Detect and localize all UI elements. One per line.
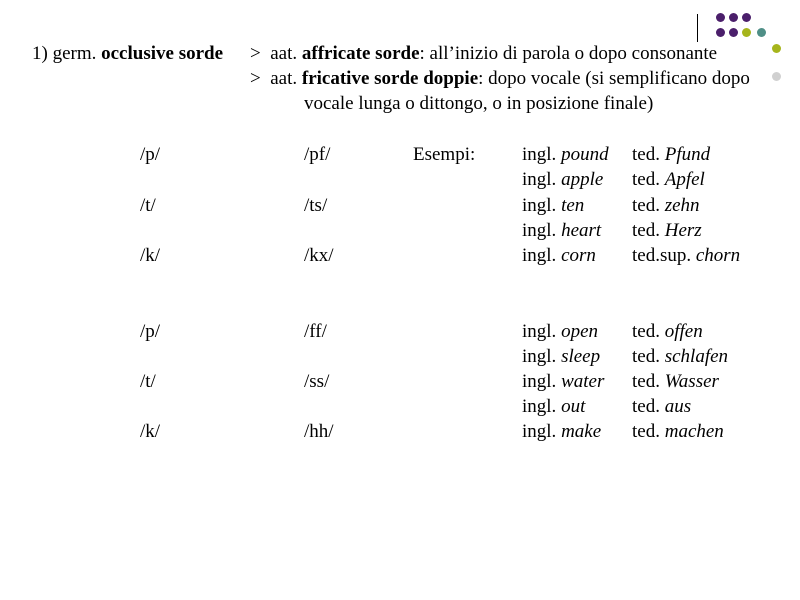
eng-word: sleep (561, 346, 601, 367)
eng-word: out (561, 396, 586, 417)
to-phoneme: /hh/ (304, 421, 334, 442)
from-phoneme: /t/ (140, 195, 156, 216)
header-line-1-right (250, 43, 717, 65)
eng-prefix: ingl. (522, 421, 557, 442)
ger-word: offen (664, 321, 703, 342)
german-example (632, 346, 728, 368)
eng-word: pound (561, 144, 609, 165)
german-example (632, 371, 719, 393)
eng-prefix: ingl. (522, 245, 557, 266)
eng-prefix: ingl. (522, 371, 557, 392)
aat-label: aat. (270, 68, 298, 89)
eng-word: heart (561, 220, 602, 241)
eng-prefix: ingl. (522, 396, 557, 417)
decorative-dot (729, 28, 738, 37)
decorative-dot (772, 44, 781, 53)
ger-prefix: ted. (632, 195, 660, 216)
from-phoneme: /k/ (140, 245, 161, 266)
header-bold: occlusive sorde (101, 43, 224, 64)
eng-word: make (561, 421, 602, 442)
header-num: 1) germ. (32, 43, 97, 64)
to-phoneme: /ff/ (304, 321, 327, 342)
english-example (522, 245, 596, 267)
german-example (632, 396, 691, 418)
german-example (632, 195, 700, 217)
ger-prefix: ted. (632, 321, 660, 342)
eng-prefix: ingl. (522, 321, 557, 342)
ger-prefix: ted. (632, 421, 660, 442)
ger-word: Herz (664, 220, 702, 241)
ger-word: schlafen (664, 346, 729, 367)
english-example (522, 371, 604, 393)
to-phoneme: /kx/ (304, 245, 334, 266)
decorative-dot (772, 72, 781, 81)
ger-prefix: ted.sup. (632, 245, 692, 266)
eng-word: open (561, 321, 598, 342)
from-phoneme: /p/ (140, 321, 161, 342)
german-example (632, 144, 710, 166)
esempi-label: Esempi: (413, 144, 476, 165)
decorative-dot (742, 13, 751, 22)
from-phoneme: /k/ (140, 421, 161, 442)
ger-word: aus (664, 396, 692, 417)
decorative-dot (729, 13, 738, 22)
fricative-bold: fricative sorde doppie (301, 68, 479, 89)
english-example (522, 321, 598, 343)
affricate-bold: affricate sorde (301, 43, 420, 64)
decorative-dot (716, 13, 725, 22)
eng-prefix: ingl. (522, 220, 557, 241)
eng-prefix: ingl. (522, 346, 557, 367)
eng-word: corn (561, 245, 596, 266)
decorative-dot (716, 28, 725, 37)
ger-prefix: ted. (632, 169, 660, 190)
from-phoneme: /p/ (140, 144, 161, 165)
german-example (632, 245, 740, 267)
decorative-divider-line (697, 14, 698, 42)
eng-word: water (561, 371, 605, 392)
german-example (632, 169, 705, 191)
english-example (522, 144, 609, 166)
eng-word: apple (561, 169, 604, 190)
english-example (522, 346, 600, 368)
aat-label: aat. (270, 43, 298, 64)
from-phoneme: /t/ (140, 371, 156, 392)
decorative-dot (742, 28, 751, 37)
ger-prefix: ted. (632, 220, 660, 241)
decorative-dot (757, 28, 766, 37)
header-line-2 (250, 68, 750, 90)
german-example (632, 421, 724, 443)
header-line-1-rest: : all’inizio di parola o dopo consonante (419, 43, 718, 64)
ger-word: Apfel (664, 169, 705, 190)
german-example (632, 220, 702, 242)
english-example (522, 195, 584, 217)
german-example (632, 321, 703, 343)
eng-prefix: ingl. (522, 195, 557, 216)
ger-prefix: ted. (632, 396, 660, 417)
to-phoneme: /ss/ (304, 371, 330, 392)
to-phoneme: /ts/ (304, 195, 328, 216)
ger-prefix: ted. (632, 346, 660, 367)
english-example (522, 169, 603, 191)
arrow: > (250, 68, 261, 89)
ger-word: Wasser (664, 371, 719, 392)
english-example (522, 421, 601, 443)
ger-prefix: ted. (632, 144, 660, 165)
ger-word: zehn (664, 195, 700, 216)
ger-word: chorn (695, 245, 741, 266)
english-example (522, 220, 601, 242)
eng-word: ten (561, 195, 585, 216)
eng-prefix: ingl. (522, 144, 557, 165)
to-phoneme: /pf/ (304, 144, 331, 165)
header-line-1 (32, 43, 223, 65)
header-line-2-rest: : dopo vocale (si semplificano dopo (478, 68, 750, 89)
arrow: > (250, 43, 261, 64)
eng-prefix: ingl. (522, 169, 557, 190)
ger-prefix: ted. (632, 371, 660, 392)
english-example (522, 396, 585, 418)
ger-word: machen (664, 421, 724, 442)
header-line-3: vocale lunga o dittongo, o in posizione finale) (304, 93, 654, 114)
ger-word: Pfund (664, 144, 711, 165)
